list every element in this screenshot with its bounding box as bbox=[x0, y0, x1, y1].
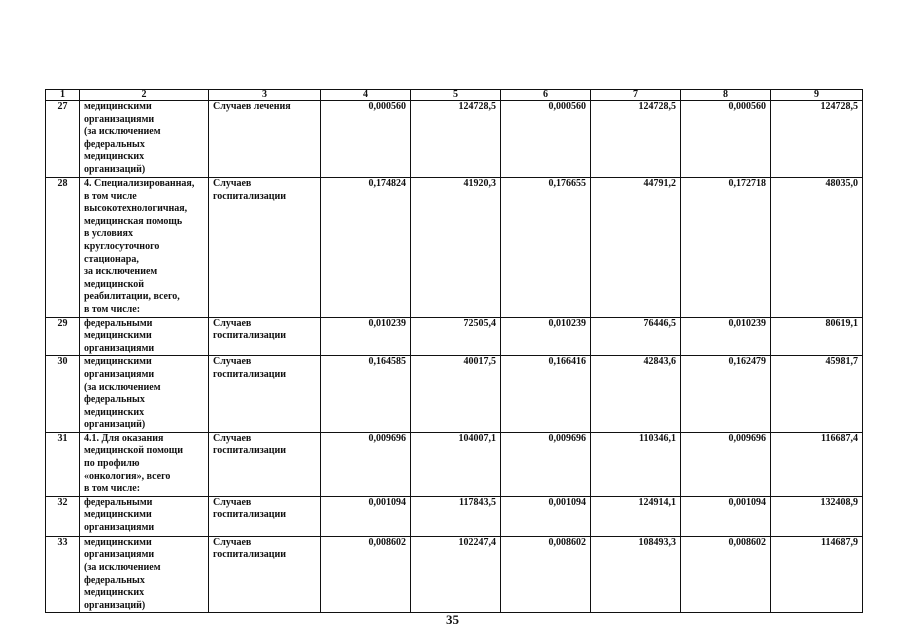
row-number-cell: 27 bbox=[46, 101, 80, 178]
value-cell: 0,001094 bbox=[681, 496, 771, 536]
value-cell: 0,010239 bbox=[321, 317, 411, 356]
header-cell: 5 bbox=[411, 90, 501, 101]
unit-cell: Случаев госпитализации bbox=[209, 356, 321, 433]
indicator-cell: 4.1. Для оказания медицинской помощи по профилю «онкология», всего в том числе: bbox=[80, 432, 209, 496]
row-number-cell: 28 bbox=[46, 178, 80, 318]
value-cell: 72505,4 bbox=[411, 317, 501, 356]
table-row bbox=[46, 496, 863, 536]
value-cell: 0,166416 bbox=[501, 356, 591, 433]
unit-cell: Случаев госпитализации bbox=[209, 317, 321, 356]
header-cell: 7 bbox=[591, 90, 681, 101]
value-cell: 124728,5 bbox=[771, 101, 863, 178]
value-cell: 0,176655 bbox=[501, 178, 591, 318]
indicator-cell: 4. Специализированная, в том числе высокотехнологичная, медицинская помощь в условиях круглосуточного стационара, за исключением медицинской реабилитации, всего, в том числе: bbox=[80, 178, 209, 318]
value-cell: 116687,4 bbox=[771, 432, 863, 496]
row-number-cell: 33 bbox=[46, 536, 80, 613]
row-number-cell: 31 bbox=[46, 432, 80, 496]
value-cell: 132408,9 bbox=[771, 496, 863, 536]
indicator-cell: федеральными медицинскими организациями bbox=[80, 317, 209, 356]
value-cell: 124914,1 bbox=[591, 496, 681, 536]
table-row bbox=[46, 356, 863, 433]
value-cell: 41920,3 bbox=[411, 178, 501, 318]
header-cell: 9 bbox=[771, 90, 863, 101]
value-cell: 108493,3 bbox=[591, 536, 681, 613]
value-cell: 0,164585 bbox=[321, 356, 411, 433]
table-row bbox=[46, 101, 863, 178]
indicator-cell: медицинскими организациями (за исключением федеральных медицинских организаций) bbox=[80, 536, 209, 613]
value-cell: 76446,5 bbox=[591, 317, 681, 356]
value-cell: 44791,2 bbox=[591, 178, 681, 318]
header-cell: 8 bbox=[681, 90, 771, 101]
value-cell: 0,009696 bbox=[681, 432, 771, 496]
value-cell: 102247,4 bbox=[411, 536, 501, 613]
header-cell: 3 bbox=[209, 90, 321, 101]
unit-cell: Случаев госпитализации bbox=[209, 432, 321, 496]
value-cell: 40017,5 bbox=[411, 356, 501, 433]
value-cell: 0,172718 bbox=[681, 178, 771, 318]
value-cell: 0,000560 bbox=[321, 101, 411, 178]
value-cell: 104007,1 bbox=[411, 432, 501, 496]
value-cell: 0,000560 bbox=[681, 101, 771, 178]
header-row bbox=[46, 90, 863, 101]
table-row bbox=[46, 317, 863, 356]
value-cell: 0,008602 bbox=[501, 536, 591, 613]
value-cell: 0,010239 bbox=[681, 317, 771, 356]
table-row bbox=[46, 536, 863, 613]
row-number-cell: 30 bbox=[46, 356, 80, 433]
value-cell: 42843,6 bbox=[591, 356, 681, 433]
page-number: 35 bbox=[446, 612, 459, 627]
row-number-cell: 29 bbox=[46, 317, 80, 356]
header-cell: 6 bbox=[501, 90, 591, 101]
value-cell: 0,001094 bbox=[501, 496, 591, 536]
value-cell: 45981,7 bbox=[771, 356, 863, 433]
value-cell: 80619,1 bbox=[771, 317, 863, 356]
value-cell: 114687,9 bbox=[771, 536, 863, 613]
header-cell: 4 bbox=[321, 90, 411, 101]
value-cell: 124728,5 bbox=[411, 101, 501, 178]
indicator-cell: медицинскими организациями (за исключением федеральных медицинских организаций) bbox=[80, 356, 209, 433]
header-cell: 1 bbox=[46, 90, 80, 101]
value-cell: 0,009696 bbox=[321, 432, 411, 496]
header-cell: 2 bbox=[80, 90, 209, 101]
value-cell: 48035,0 bbox=[771, 178, 863, 318]
unit-cell: Случаев лечения bbox=[209, 101, 321, 178]
value-cell: 0,000560 bbox=[501, 101, 591, 178]
value-cell: 0,010239 bbox=[501, 317, 591, 356]
unit-cell: Случаев госпитализации bbox=[209, 536, 321, 613]
value-cell: 0,162479 bbox=[681, 356, 771, 433]
indicator-cell: медицинскими организациями (за исключением федеральных медицинских организаций) bbox=[80, 101, 209, 178]
indicator-cell: федеральными медицинскими организациями bbox=[80, 496, 209, 536]
row-number-cell: 32 bbox=[46, 496, 80, 536]
value-cell: 110346,1 bbox=[591, 432, 681, 496]
unit-cell: Случаев госпитализации bbox=[209, 496, 321, 536]
value-cell: 0,008602 bbox=[681, 536, 771, 613]
value-cell: 0,001094 bbox=[321, 496, 411, 536]
unit-cell: Случаев госпитализации bbox=[209, 178, 321, 318]
value-cell: 0,009696 bbox=[501, 432, 591, 496]
table-row bbox=[46, 178, 863, 318]
table-row bbox=[46, 432, 863, 496]
value-cell: 0,174824 bbox=[321, 178, 411, 318]
value-cell: 0,008602 bbox=[321, 536, 411, 613]
value-cell: 124728,5 bbox=[591, 101, 681, 178]
data-table bbox=[45, 89, 863, 613]
value-cell: 117843,5 bbox=[411, 496, 501, 536]
